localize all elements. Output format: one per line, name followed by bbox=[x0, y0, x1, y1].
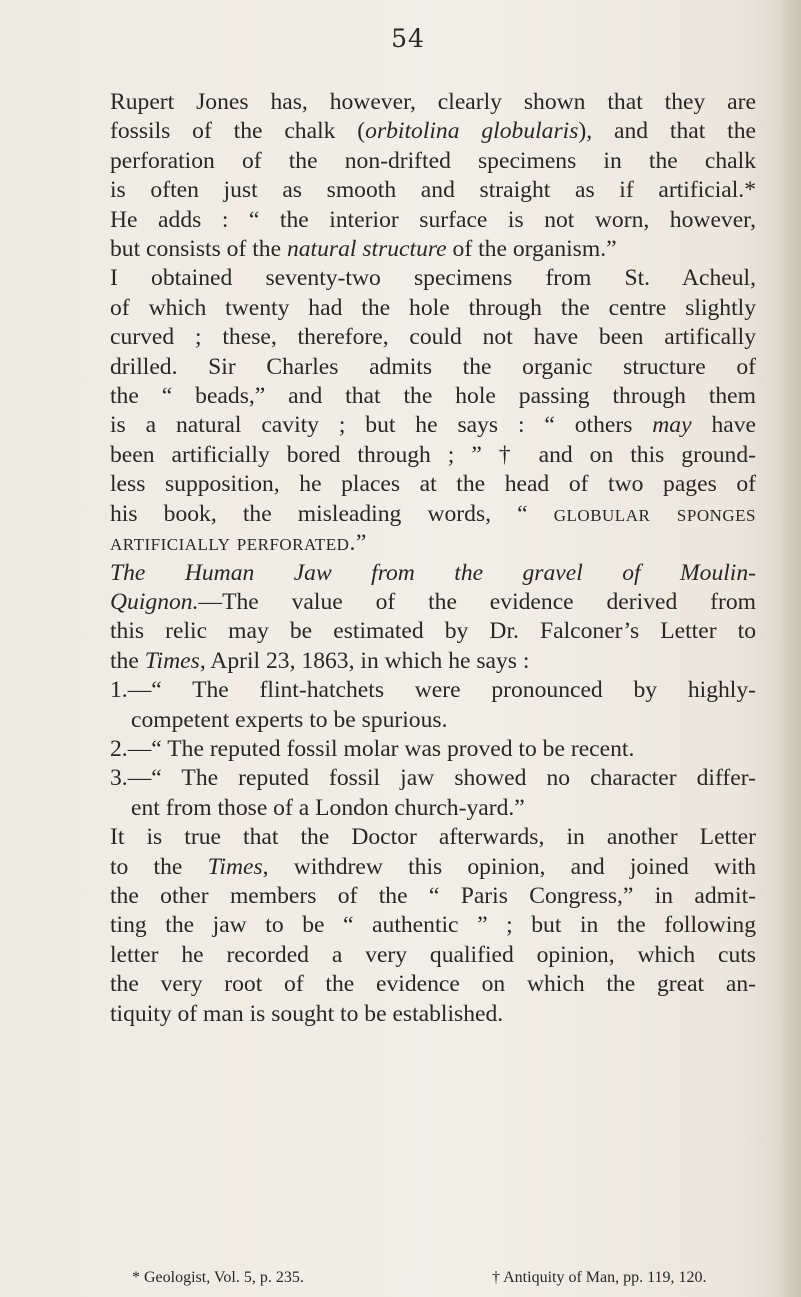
line-text: been artificially bored through ; ” † and on this ground- bbox=[110, 441, 756, 468]
line-text: letter he recorded a very qualified opinion, which cuts bbox=[110, 941, 756, 968]
line-text: this relic may be estimated by Dr. Falconer’s Letter to bbox=[110, 618, 756, 645]
text-line bbox=[110, 647, 756, 676]
italic-text: The Human Jaw from the gravel of Moulin- bbox=[110, 559, 756, 586]
line-text: the bbox=[110, 647, 145, 674]
text-line bbox=[110, 706, 756, 735]
text-line bbox=[110, 588, 756, 617]
line-text: the very root of the evidence on which the great an- bbox=[110, 971, 756, 998]
text-line bbox=[110, 88, 756, 117]
line-text: the “ beads,” and that the hole passing through them bbox=[110, 383, 756, 410]
line-text: ), and that the bbox=[578, 118, 756, 145]
italic-text: natural structure bbox=[286, 236, 447, 263]
body-text bbox=[110, 88, 756, 1029]
line-text: , April 23, 1863, in which he says : bbox=[199, 647, 530, 674]
text-line bbox=[110, 764, 756, 793]
text-line bbox=[110, 206, 756, 235]
line-text: drilled. Sir Charles admits the organic structure of bbox=[110, 353, 756, 380]
text-line bbox=[110, 353, 756, 382]
text-line bbox=[110, 882, 756, 911]
text-line bbox=[110, 735, 756, 764]
text-line bbox=[110, 823, 756, 852]
footnote-antiquity-of-man: † Antiquity of Man, pp. 119, 120. bbox=[492, 1269, 707, 1286]
line-text: is a natural cavity ; but he says : “ others bbox=[110, 412, 653, 439]
italic-text: Quignon. bbox=[110, 588, 199, 615]
line-text: less supposition, he places at the head of two pages of bbox=[110, 471, 756, 498]
line-text: —The value of the evidence derived from bbox=[198, 588, 756, 615]
text-line bbox=[110, 294, 756, 323]
line-text: 3.—“ The reputed fossil jaw showed no character differ- bbox=[110, 765, 756, 792]
italic-text: Times bbox=[207, 853, 263, 880]
line-text: , withdrew this opinion, and joined with bbox=[262, 853, 756, 880]
text-line bbox=[110, 323, 756, 352]
italic-text: Times bbox=[144, 647, 200, 674]
line-text: but consists of the bbox=[110, 236, 287, 263]
line-text: 1.—“ The flint-hatchets were pronounced by highly- bbox=[110, 677, 756, 704]
line-text: is often just as smooth and straight as if artificial.* bbox=[110, 177, 756, 204]
text-line bbox=[110, 941, 756, 970]
line-text: his book, the misleading words, “ bbox=[110, 500, 554, 527]
text-line bbox=[110, 411, 756, 440]
line-text: tiquity of man is sought to be established. bbox=[110, 1000, 504, 1027]
text-line bbox=[110, 117, 756, 146]
text-line bbox=[110, 559, 756, 588]
text-line bbox=[110, 617, 756, 646]
text-line bbox=[110, 147, 756, 176]
line-text: perforation of the non-drifted specimens in the chalk bbox=[110, 147, 756, 174]
line-text: have bbox=[691, 412, 756, 439]
text-line bbox=[110, 676, 756, 705]
text-line bbox=[110, 264, 756, 293]
line-text: to the bbox=[110, 853, 208, 880]
text-line bbox=[110, 176, 756, 205]
small-caps-text: artificially perforated. bbox=[110, 530, 356, 557]
line-text: competent experts to be spurious. bbox=[131, 706, 448, 733]
text-line bbox=[110, 470, 756, 499]
text-line bbox=[110, 970, 756, 999]
line-text: ” bbox=[355, 530, 367, 557]
italic-text: orbitolina globularis bbox=[365, 118, 579, 145]
line-text: of the organism.” bbox=[446, 236, 617, 263]
text-line bbox=[110, 794, 756, 823]
line-text: It is true that the Doctor afterwards, in another Letter bbox=[110, 824, 756, 851]
text-line bbox=[110, 1000, 756, 1029]
footnote-geologist: * Geologist, Vol. 5, p. 235. bbox=[132, 1269, 304, 1286]
line-text: curved ; these, therefore, could not have been artifically bbox=[110, 324, 756, 351]
text-line bbox=[110, 529, 756, 558]
line-text: ent from those of a London church-yard.” bbox=[131, 794, 525, 821]
line-text: 2.—“ The reputed fossil molar was proved to be recent. bbox=[110, 735, 635, 762]
text-line bbox=[110, 441, 756, 470]
small-caps-text: globular sponges bbox=[553, 500, 757, 527]
text-line bbox=[110, 235, 756, 264]
text-line bbox=[110, 500, 756, 529]
italic-text: may bbox=[652, 412, 692, 439]
line-text: I obtained seventy-two specimens from St. Acheul, bbox=[110, 265, 756, 292]
page-edge-shadow bbox=[779, 0, 801, 1297]
line-text: fossils of the chalk ( bbox=[110, 118, 366, 145]
text-line bbox=[110, 911, 756, 940]
line-text: the other members of the “ Paris Congress,” in admit- bbox=[110, 882, 756, 909]
line-text: Rupert Jones has, however, clearly shown that they are bbox=[110, 89, 756, 115]
line-text: He adds : “ the interior surface is not worn, however, bbox=[110, 206, 756, 233]
line-text: of which twenty had the hole through the centre slightly bbox=[110, 294, 756, 321]
line-text: ting the jaw to be “ authentic ” ; but in the following bbox=[110, 912, 756, 939]
page-number: 54 bbox=[391, 24, 425, 53]
text-line bbox=[110, 382, 756, 411]
text-line bbox=[110, 853, 756, 882]
